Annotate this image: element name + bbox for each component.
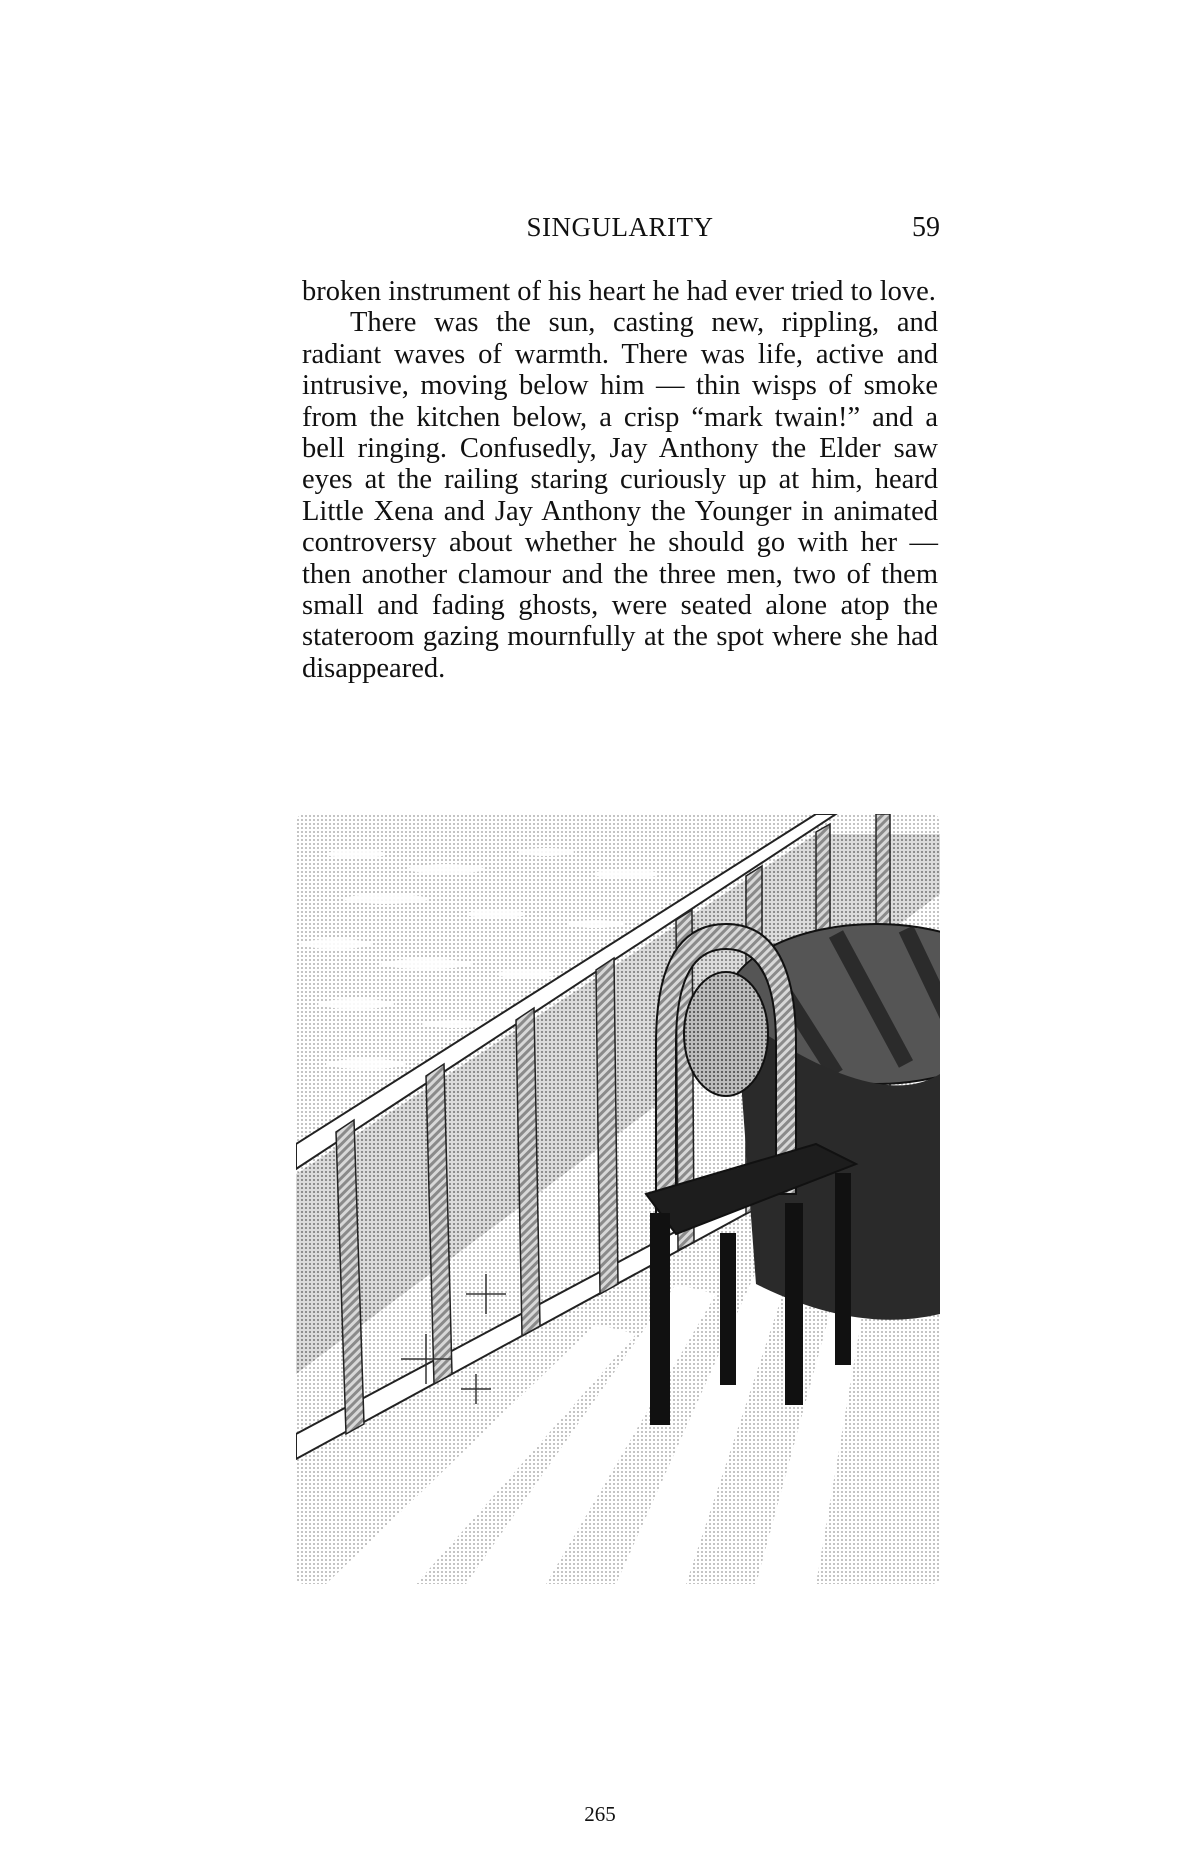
paragraph: There was the sun, casting new, rippling, and radiant waves of warmth. There was life, active and intrusive, moving below him — thin wisps of smoke from the kitchen below, a crisp “mark twain!” and a bell ringing. Confusedly, Jay Anthony the Elder saw eyes at the railing staring curiously up at him, heard Little Xena and Jay Anthony the Younger in animated controversy about whether he should go with her — then another clamour and the three men, two of them small and fading ghosts, were seated alone atop the stateroom gazing mournfully at the spot where she had disappeared. (302, 307, 938, 684)
running-head (300, 212, 940, 252)
paragraph-continuation: broken instrument of his heart he had ever tried to love. (302, 276, 936, 307)
running-title: SINGULARITY (526, 212, 714, 242)
folio-number: 59 (912, 212, 940, 243)
page-number: 265 (584, 1802, 616, 1826)
body-text (302, 276, 938, 684)
illustration-deck-chair-table (296, 814, 940, 1584)
